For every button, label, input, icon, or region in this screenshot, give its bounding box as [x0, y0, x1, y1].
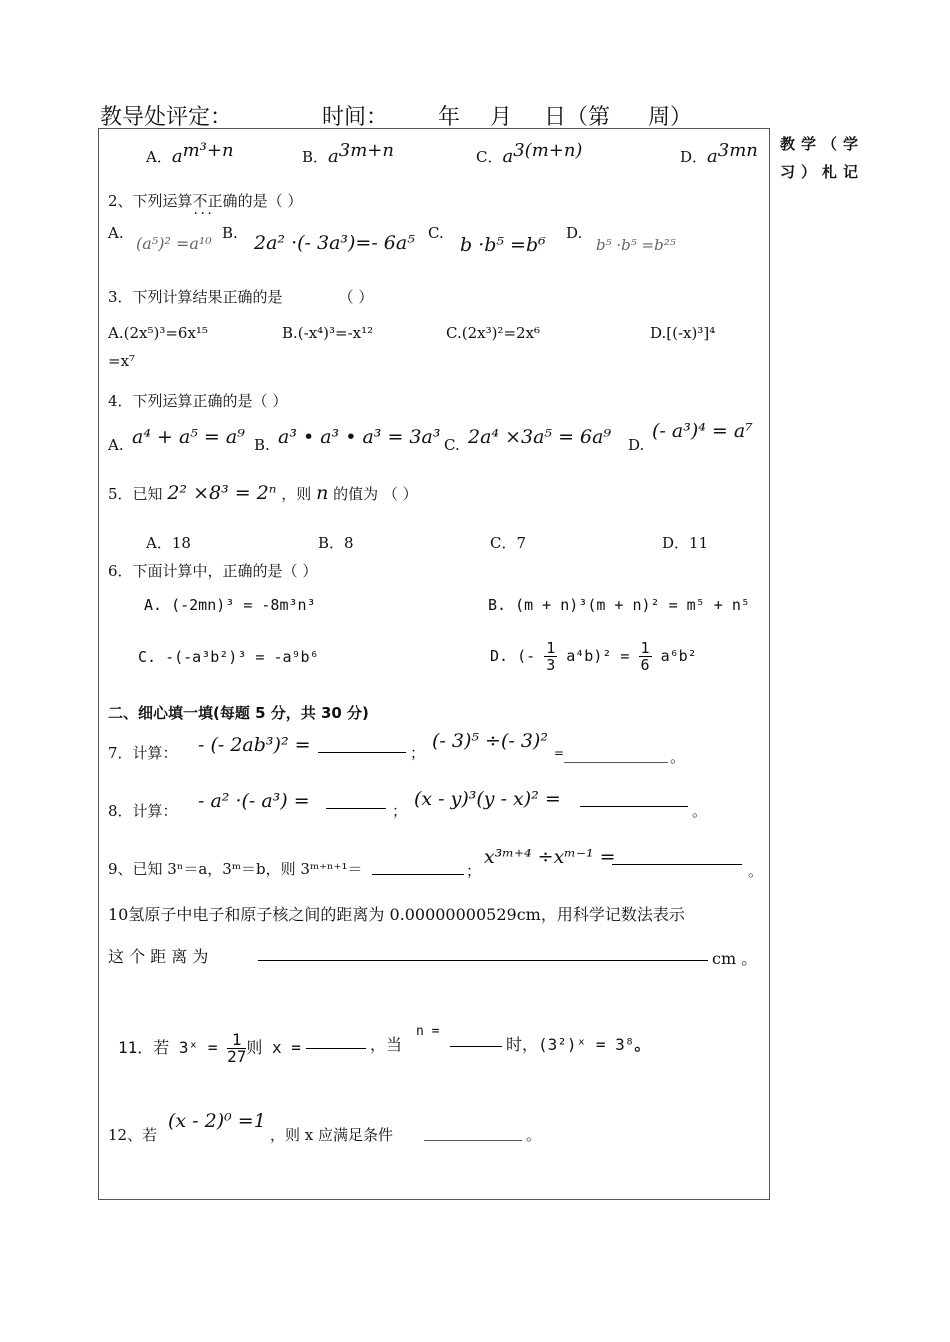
week-label: 周）	[648, 105, 693, 130]
q7-expr2: (- 3)⁵ ÷(- 3)²	[432, 730, 548, 752]
q3-option-b: B.(-x⁴)³=-x¹²	[282, 324, 374, 342]
q4-option-b-label: B.	[254, 436, 270, 454]
q5-stem: 5．已知 2² ×8³ = 2ⁿ ，则 n 的值为 （ ）	[108, 482, 418, 504]
q5-option-b: B．8	[318, 534, 354, 552]
q3-stem: 3．下列计算结果正确的是 （ ）	[108, 288, 374, 306]
q2-option-b-label: B.	[222, 224, 238, 242]
year-label: 年	[438, 105, 461, 130]
side-note: 教学（学习）札记	[780, 135, 865, 181]
month-label: 月	[490, 105, 513, 130]
q11-blank-1[interactable]	[306, 1032, 366, 1049]
q10-line-2: 这 个 距 离 为	[108, 947, 209, 966]
q6-option-b: B. (m + n)³(m + n)² = m⁵ + n⁵	[488, 596, 750, 614]
q11-tail: 时，(3²)ˣ = 3⁸。	[506, 1035, 651, 1054]
q11-row: 11．若 3ˣ = $\frac{1}{27}$ 则 x =	[118, 1030, 301, 1066]
section-2-title: 二、细心填一填(每题 5 分，共 30 分)	[108, 704, 369, 722]
q9-end: 。	[748, 862, 764, 880]
q10-unit: cm 。	[712, 949, 758, 968]
q9-stem: 9、已知 3ⁿ＝a，3ᵐ＝b，则 3ᵐ⁺ⁿ⁺¹＝	[108, 860, 363, 878]
q1-option-a: A．$a^{m^3+n}$	[146, 140, 234, 167]
q9-expr: x³ᵐ⁺⁴ ÷xᵐ⁻¹ =	[484, 846, 616, 868]
q12-expr: (x - 2)⁰ =1	[168, 1110, 266, 1132]
q4-option-a: a⁴ + a⁵ = a⁹	[132, 426, 245, 448]
q4-stem: 4．下列运算正确的是（ ）	[108, 392, 288, 410]
q7-eq: =	[554, 746, 565, 760]
q9-sep: ；	[466, 862, 482, 880]
q11-var: n =	[416, 1024, 440, 1039]
q2-option-c-label: C.	[428, 224, 444, 242]
q8-blank-1[interactable]	[326, 792, 386, 809]
time-label: 时间：	[322, 105, 389, 130]
q4-option-a-label: A.	[108, 436, 124, 454]
q5-option-c: C．7	[490, 534, 527, 552]
q7-end: 。	[670, 748, 686, 766]
q4-option-c-label: C.	[444, 436, 460, 454]
q5-option-a: A．18	[146, 534, 191, 552]
q10-blank[interactable]	[258, 944, 708, 961]
q6-stem: 6．下面计算中，正确的是（ ）	[108, 562, 318, 580]
eval-label: 教导处评定：	[100, 105, 233, 130]
q8-sep: ；	[392, 802, 408, 820]
q4-option-d: (- a³)⁴ = a⁷	[652, 420, 753, 442]
evaluation-header	[100, 100, 698, 129]
q7-blank-1[interactable]	[318, 736, 406, 753]
q12-stem: 12、若	[108, 1126, 158, 1144]
q10-line-1: 10氢原子中电子和原子核之间的距离为 0.00000000529cm，用科学记数法表示	[108, 905, 685, 924]
q1-option-d: D．$a^{3mn}$	[680, 140, 758, 167]
q8-stem: 8．计算：	[108, 802, 178, 820]
q2-option-d-label: D.	[566, 224, 583, 242]
q8-end: 。	[692, 802, 708, 820]
q7-sep: ；	[410, 744, 426, 762]
q8-blank-2[interactable]	[580, 790, 688, 807]
q7-blank-2[interactable]	[564, 746, 668, 763]
q8-expr1: - a² ·(- a³) =	[198, 790, 310, 812]
q9-blank-2[interactable]	[612, 848, 742, 865]
q12-end: 。	[526, 1126, 542, 1144]
q8-expr2: (x - y)³(y - x)² =	[414, 788, 561, 810]
q4-option-d-label: D.	[628, 436, 645, 454]
q6-option-d: D. (- $\frac{1}{3}$ a⁴b)² = $\frac{1}{6}$ a⁶b²	[490, 639, 697, 674]
q7-expr1: - (- 2ab³)² =	[198, 734, 311, 756]
q11-blank-2[interactable]	[450, 1030, 502, 1047]
q3-option-d: D.[(-x)³]⁴	[650, 324, 716, 342]
q4-option-c: 2a⁴ ×3a⁵ = 6a⁹	[468, 426, 612, 448]
q6-option-c: C. -(-a³b²)³ = -a⁹b⁶	[138, 648, 319, 666]
q4-option-b: a³ • a³ • a³ = 3a³	[278, 426, 441, 448]
q1-option-c: C．$a^{3(m+n)}$	[476, 140, 583, 167]
q9-blank-1[interactable]	[372, 858, 464, 875]
q3-option-c: C.(2x³)²=2x⁶	[446, 324, 541, 342]
q2-option-d: b⁵ ·b⁵ =b²⁵	[596, 236, 676, 254]
q3-option-d-cont: =x⁷	[108, 352, 136, 370]
q2-option-a-label: A.	[108, 224, 124, 242]
q2-stem: 2、下列运算· · · 不正确的是（ ）	[108, 190, 302, 211]
q12-rest: ，则 x 应满足条件	[270, 1126, 393, 1144]
q5-option-d: D．11	[662, 534, 709, 552]
day-label: 日（第	[544, 105, 611, 130]
q3-option-a: A.(2x⁵)³=6x¹⁵	[108, 324, 208, 342]
q12-blank[interactable]	[424, 1124, 522, 1141]
q6-option-a: A. (-2mn)³ = -8m³n³	[144, 596, 316, 614]
q1-option-b: B．$a^{3m+n}$	[302, 140, 394, 167]
q7-stem: 7．计算：	[108, 744, 178, 762]
q2-option-c: b ·b⁵ =b⁶	[460, 234, 546, 256]
q2-option-b: 2a² ·(- 3a³)=- 6a⁵	[254, 232, 415, 254]
q11-sep: ，当	[370, 1035, 403, 1054]
q2-option-a: (a⁵)² =a¹⁰	[136, 234, 212, 253]
